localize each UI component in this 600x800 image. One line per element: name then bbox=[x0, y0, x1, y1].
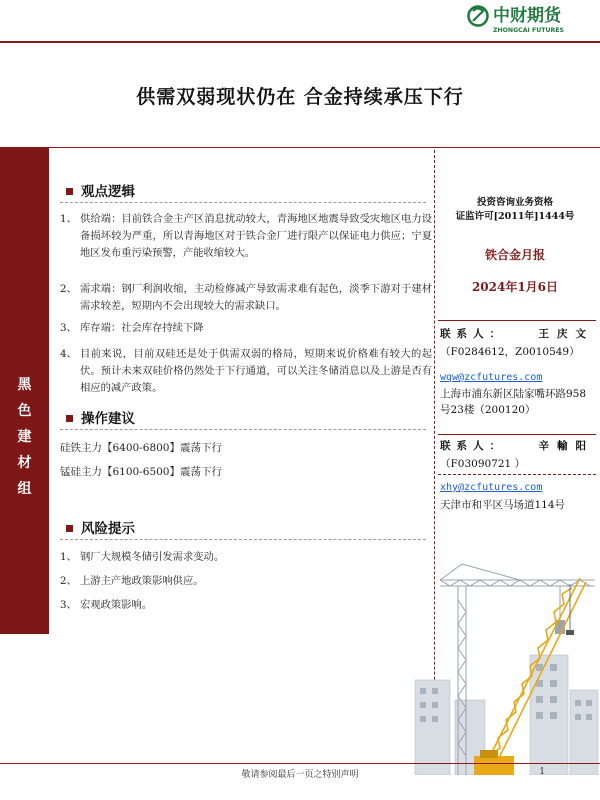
contact-2-name: 辛輸阳 bbox=[538, 440, 594, 452]
license-line: 证监许可[2011年]1444号 bbox=[455, 211, 575, 222]
contact-divider bbox=[438, 320, 596, 321]
sidebar-char: 色 bbox=[17, 403, 32, 419]
bullet-square-icon bbox=[66, 525, 73, 532]
contact-divider bbox=[438, 434, 596, 435]
section-heading-risk: 风险提示 bbox=[66, 517, 135, 537]
risk-item: 1、 钢厂大规模冬储引发需求变动。 bbox=[60, 551, 225, 563]
report-type: 铁合金月报 bbox=[484, 248, 545, 262]
risk-item: 2、 上游主产地政策影响供应。 bbox=[60, 575, 204, 587]
contact-2-ids: （F03090721 ） bbox=[440, 458, 526, 470]
report-date: 2024年1月6日 bbox=[471, 280, 559, 294]
footer-rule bbox=[0, 763, 600, 764]
sidebar-char: 黑 bbox=[17, 377, 32, 393]
viewpoint-item: 3、 库存端：社会库存持续下降 bbox=[60, 322, 204, 334]
contact-divider bbox=[438, 474, 596, 475]
operation-item: 锰硅主力【6100-6500】震荡下行 bbox=[60, 466, 222, 478]
viewpoint-item: 2、 需求端：钢厂利润收缩，主动检修减产导致需求难有起色，淡季下游对于建材需求较差，短期内不会出现较大的需求缺口。 bbox=[60, 283, 432, 312]
sidebar-char: 建 bbox=[17, 429, 32, 445]
sidebar-label bbox=[0, 372, 49, 502]
footer-disclaimer: 敬请参阅最后一页之特别声明 bbox=[241, 770, 359, 780]
qualification-line: 投资咨询业务资格 bbox=[476, 197, 553, 208]
section-divider bbox=[60, 202, 426, 203]
sidebar-char: 组 bbox=[17, 481, 32, 497]
header-rule bbox=[0, 41, 600, 43]
contact-1-email[interactable]: wqw@zcfutures.com bbox=[440, 372, 543, 383]
contact-1-address: 上海市浦东新区陆家嘴环路958号23楼（200120） bbox=[440, 388, 587, 416]
bullet-square-icon bbox=[66, 415, 73, 422]
section-heading-operation: 操作建议 bbox=[66, 407, 135, 427]
qualification-info bbox=[440, 196, 590, 224]
contact-2-email[interactable]: xhy@zcfutures.com bbox=[440, 482, 543, 493]
section-divider bbox=[60, 429, 426, 430]
risk-item: 3、 宏观政策影响。 bbox=[60, 599, 153, 611]
page-number: 1 bbox=[539, 767, 545, 777]
bullet-square-icon bbox=[66, 188, 73, 195]
viewpoint-item: 1、 供给端：目前铁合金主产区消息扰动较大，青海地区地震导致受灾地区电力设备损坏较为严重，所以青海地区对于铁合金厂进行限产以保证电力供应；宁夏地区发布重污染预警，产能收缩较大。 bbox=[60, 213, 432, 259]
contact-2-address: 天津市和平区马场道114号 bbox=[440, 499, 566, 511]
crane-illustration bbox=[410, 560, 600, 775]
logo-cn-text: 中财期货 bbox=[493, 6, 561, 26]
viewpoint-item: 4、 目前来说，目前双硅还是处于供需双弱的格局，短期来说价格难有较大的起伏。预计未来双硅价格仍然处于下行通道，可以关注冬储消息以及上游是否有相应的减产政策。 bbox=[60, 348, 432, 394]
section-heading-viewpoint: 观点逻辑 bbox=[66, 180, 135, 200]
logo-en-text: ZHONGCAI FUTURES bbox=[493, 27, 564, 34]
title-rule bbox=[0, 147, 600, 148]
contact-1-header: 联系人： 王庆文 bbox=[440, 328, 594, 340]
company-logo bbox=[466, 2, 596, 36]
contact-1-ids: （F0284612，Z0010549） bbox=[440, 346, 580, 358]
section-divider bbox=[60, 539, 426, 540]
report-title: 供需双弱现状仍在 合金持续承压下行 bbox=[136, 86, 464, 108]
contact-1-name: 王庆文 bbox=[538, 328, 594, 340]
operation-item: 硅铁主力【6400-6800】震荡下行 bbox=[60, 442, 222, 454]
contact-2-header: 联系人： 辛輸阳 bbox=[440, 440, 594, 452]
sidebar-char: 材 bbox=[17, 455, 32, 471]
